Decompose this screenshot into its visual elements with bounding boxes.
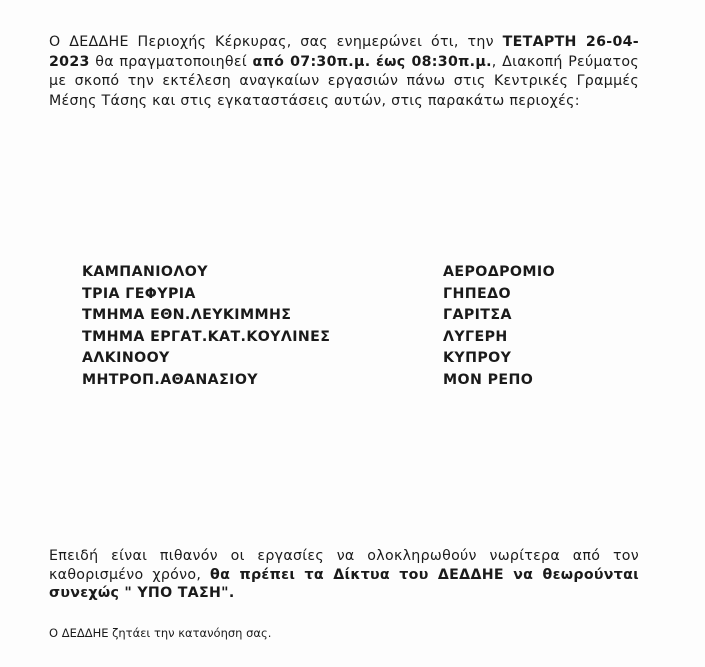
outage-time-from: από 07:30π.μ. xyxy=(252,53,371,70)
area-item: ΛΥΓΕΡΗ xyxy=(443,328,508,345)
area-item: ΜΗΤΡΟΠ.ΑΘΑΝΑΣΙΟΥ xyxy=(82,371,258,388)
intro-text-end: , Διακοπή Ρεύματος με σκοπό την εκτέλεση αναγκαίων εργασιών πάνω στις Κεντρικές Γραμμές Μέσης Τάσης και στις εγκαταστάσεις αυτών, στις παρακάτω περιοχές: xyxy=(49,53,639,109)
areas-left-column xyxy=(82,262,330,392)
area-item: ΑΛΚΙΝΟΟΥ xyxy=(82,350,170,367)
areas-right-column xyxy=(443,262,555,392)
area-item: ΚΑΜΠΑΝΙΟΛΟΥ xyxy=(82,264,208,280)
area-item: ΑΕΡΟΔΡΟΜΙΟ xyxy=(443,264,556,280)
outage-date: ΤΕΤΑΡΤΗ 26-04-2023 xyxy=(49,34,639,70)
area-item: ΤΜΗΜΑ ΕΡΓΑΤ.ΚΑΤ.ΚΟΥΛΙΝΕΣ xyxy=(82,328,331,345)
intro-text-start: Ο ΔΕΔΔΗΕ Περιοχής Κέρκυρας, σας ενημερώνει ότι, την xyxy=(49,34,494,50)
outage-time-to: έως 08:30π.μ. xyxy=(375,53,492,70)
area-item: ΤΡΙΑ ΓΕΦΥΡΙΑ xyxy=(82,285,196,302)
closing-warning: θα πρέπει τα Δίκτυα του ΔΕΔΔΗΕ να θεωρούνται συνεχώς " ΥΠΟ ΤΑΣΗ". xyxy=(49,566,639,602)
intro-text-mid: θα πραγματοποιηθεί xyxy=(95,53,247,70)
area-item: ΓΗΠΕΔΟ xyxy=(443,285,511,302)
area-item: ΚΥΠΡΟΥ xyxy=(443,350,512,367)
area-item: ΓΑΡΙΤΣΑ xyxy=(443,307,512,324)
area-item: ΤΜΗΜΑ ΕΘΝ.ΛΕΥΚΙΜΜΗΣ xyxy=(82,307,292,324)
closing-paragraph xyxy=(49,547,639,603)
thanks-line: Ο ΔΕΔΔΗΕ ζητάει την κατανόηση σας. xyxy=(49,626,272,640)
area-item: ΜΟΝ ΡΕΠΟ xyxy=(443,371,534,388)
closing-text: Επειδή είναι πιθανόν οι εργασίες να ολοκληρωθούν νωρίτερα από τον καθορισμένο χρόνο, xyxy=(49,548,639,583)
intro-paragraph xyxy=(49,33,639,111)
